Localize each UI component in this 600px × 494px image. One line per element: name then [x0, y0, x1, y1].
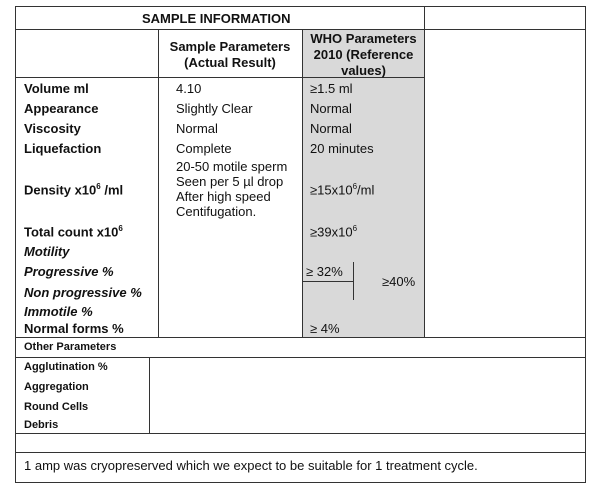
- row-label-progressive: Progressive %: [24, 264, 114, 279]
- table-border-top: [15, 6, 586, 7]
- reference-density: [310, 182, 374, 197]
- who-parameters-header-line1: WHO Parameters: [310, 31, 417, 46]
- header-rule: [15, 29, 586, 30]
- actual-appearance: Slightly Clear: [176, 101, 253, 116]
- motility-bracket-vertical: [353, 262, 354, 300]
- sample-parameters-header: [160, 39, 300, 71]
- actual-liquefaction: Complete: [176, 141, 232, 156]
- reference-liquefaction: 20 minutes: [310, 141, 374, 156]
- density-label-exponent: 6: [96, 182, 101, 191]
- actual-density-line4: Centifugation.: [176, 204, 257, 219]
- col-rule-3: [424, 6, 425, 337]
- table-border-bottom: [15, 482, 586, 483]
- table-border-right: [585, 6, 586, 483]
- who-parameters-header-line2: 2010 (Reference: [313, 47, 414, 62]
- reference-appearance: Normal: [310, 101, 352, 116]
- cryopreservation-note: 1 amp was cryopreserved which we expect to be suitable for 1 treatment cycle.: [24, 458, 478, 473]
- reference-total-count-exponent: 6: [352, 224, 358, 233]
- other-heading-rule: [15, 357, 586, 358]
- who-parameters-header-line3: values): [341, 63, 386, 78]
- reference-normal-forms: ≥ 4%: [310, 321, 340, 336]
- row-label-density: [24, 182, 123, 197]
- reference-density-unit: /ml: [357, 182, 375, 198]
- sample-parameters-header-line1: Sample Parameters: [169, 39, 291, 54]
- other-col-rule: [149, 357, 150, 433]
- actual-volume: 4.10: [176, 81, 202, 96]
- reference-total-count: [310, 224, 357, 239]
- total-count-label-text: Total count x10: [24, 224, 119, 240]
- sample-parameters-header-line2: (Actual Result): [184, 55, 276, 70]
- actual-density: [176, 159, 287, 219]
- row-label-liquefaction: Liquefaction: [24, 141, 102, 156]
- reference-motility-total: ≥40%: [382, 274, 416, 289]
- reference-progressive: ≥ 32%: [306, 264, 343, 279]
- actual-density-line1: 20-50 motile sperm: [176, 159, 288, 174]
- other-item-aggregation: Aggregation: [24, 381, 89, 393]
- row-label-volume: Volume ml: [24, 81, 89, 96]
- row-label-total-count: [24, 224, 123, 239]
- other-item-agglutination: Agglutination %: [24, 361, 108, 373]
- reference-total-count-text: ≥39x10: [310, 224, 353, 240]
- params-end-rule: [15, 337, 586, 338]
- row-label-viscosity: Viscosity: [24, 121, 81, 136]
- note-top-rule: [15, 452, 586, 453]
- reference-density-text: ≥15x10: [310, 182, 353, 198]
- actual-density-line2: Seen per 5 µl drop: [176, 174, 284, 189]
- row-label-normal-forms: Normal forms %: [24, 321, 124, 336]
- total-count-label-exponent: 6: [118, 224, 123, 233]
- density-label-text: Density x10: [24, 182, 97, 198]
- actual-viscosity: Normal: [176, 121, 218, 136]
- reference-volume: ≥1.5 ml: [310, 81, 353, 96]
- reference-density-exponent: 6: [352, 182, 358, 191]
- other-parameters-heading: Other Parameters: [24, 341, 117, 353]
- other-end-rule: [15, 433, 586, 434]
- other-item-debris: Debris: [24, 419, 59, 431]
- row-label-immotile: Immotile %: [24, 304, 93, 319]
- other-item-round-cells: Round Cells: [24, 401, 89, 413]
- col-rule-1: [158, 29, 159, 337]
- table-title: SAMPLE INFORMATION: [142, 11, 291, 26]
- who-parameters-header: [303, 31, 424, 79]
- actual-density-line3: After high speed: [176, 189, 271, 204]
- motility-bracket-horizontal: [302, 281, 354, 282]
- row-label-non-progressive: Non progressive %: [24, 285, 142, 300]
- row-label-motility: Motility: [24, 244, 70, 259]
- reference-viscosity: Normal: [310, 121, 352, 136]
- density-label-unit: /ml: [100, 182, 124, 198]
- row-label-appearance: Appearance: [24, 101, 99, 116]
